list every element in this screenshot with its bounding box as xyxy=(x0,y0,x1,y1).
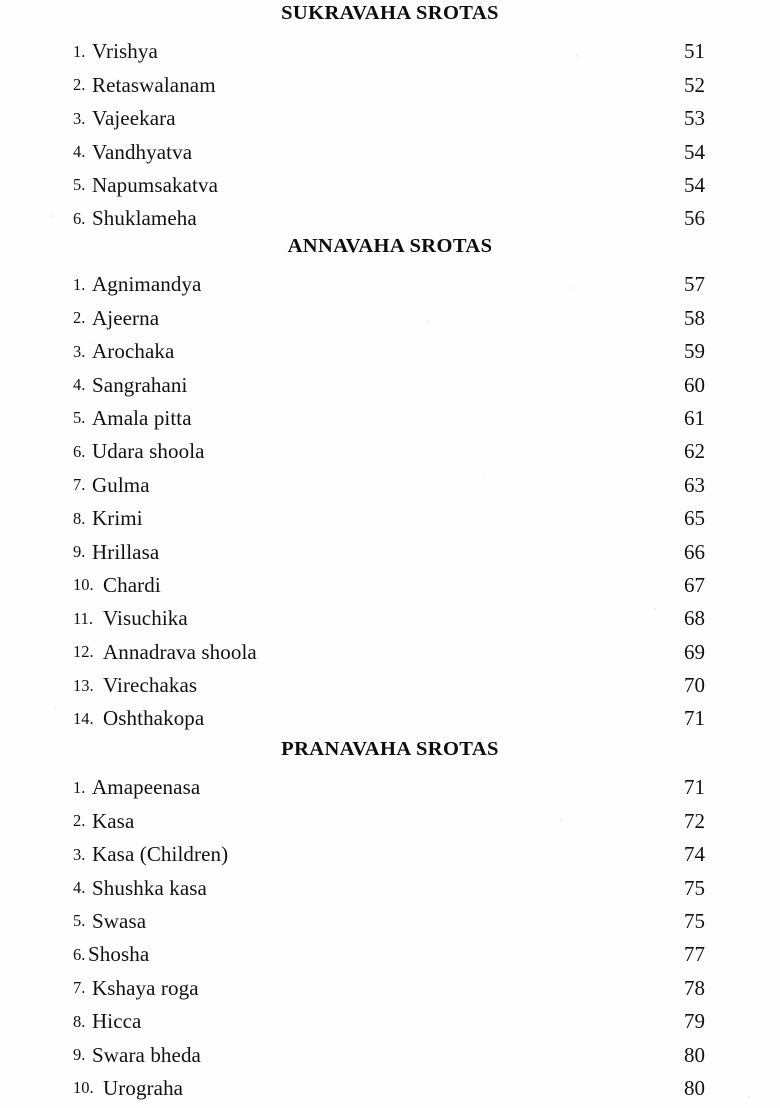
toc-entry[interactable] xyxy=(0,596,780,629)
toc-entry-page-number: 52 xyxy=(684,72,705,97)
toc-entry[interactable] xyxy=(0,832,780,865)
toc-entry-number: 13. xyxy=(73,675,94,695)
toc-entry[interactable] xyxy=(0,965,780,998)
toc-entry-title: Visuchika xyxy=(103,606,188,631)
toc-entry[interactable] xyxy=(0,529,780,562)
toc-entry[interactable] xyxy=(0,496,780,529)
toc-entry-title: Swasa xyxy=(92,908,147,933)
toc-entry-page-number: 75 xyxy=(684,875,705,900)
toc-entry-title: Swara bheda xyxy=(92,1042,201,1067)
toc-entry-title: Shushka kasa xyxy=(92,875,207,900)
toc-entry-number: 4. xyxy=(73,375,86,395)
toc-entry[interactable] xyxy=(0,765,780,798)
toc-entry[interactable] xyxy=(0,196,780,229)
toc-entry-number: 5. xyxy=(73,175,86,195)
toc-entry[interactable] xyxy=(0,629,780,662)
toc-entry-page-number: 63 xyxy=(684,472,705,497)
toc-entry-title: Arochaka xyxy=(92,339,175,364)
toc-entry[interactable] xyxy=(0,932,780,965)
toc-entry-title: Vajeekara xyxy=(92,106,176,131)
toc-entry[interactable] xyxy=(0,899,780,932)
section-entries-sukravaha-srotas xyxy=(0,29,780,229)
toc-entry-number: 10. xyxy=(73,575,94,595)
toc-entry[interactable] xyxy=(0,396,780,429)
toc-entry-number: 6. xyxy=(73,208,86,228)
toc-entry[interactable] xyxy=(0,462,780,495)
toc-entry[interactable] xyxy=(0,1032,780,1065)
toc-entry[interactable] xyxy=(0,62,780,95)
toc-entry-page-number: 53 xyxy=(684,106,705,131)
toc-entry-title: Krimi xyxy=(92,506,143,531)
toc-entry[interactable] xyxy=(0,129,780,162)
toc-entry-title: Kasa xyxy=(92,808,135,833)
toc-entry-number: 6. xyxy=(73,441,86,461)
toc-entry-page-number: 69 xyxy=(684,639,705,664)
toc-entry[interactable] xyxy=(0,29,780,62)
toc-entry[interactable] xyxy=(0,798,780,831)
toc-entry-number: 8. xyxy=(73,508,86,528)
toc-entry-number: 6. xyxy=(73,944,86,964)
toc-entry-title: Urograha xyxy=(103,1075,184,1100)
toc-entry-number: 3. xyxy=(73,844,86,864)
toc-entry-title: Retaswalanam xyxy=(92,72,216,97)
toc-entry[interactable] xyxy=(0,696,780,729)
toc-entry-page-number: 65 xyxy=(684,506,705,531)
toc-entry[interactable] xyxy=(0,362,780,395)
toc-entry-page-number: 80 xyxy=(684,1042,705,1067)
toc-entry[interactable] xyxy=(0,999,780,1032)
toc-entry-page-number: 75 xyxy=(684,908,705,933)
toc-entry-page-number: 72 xyxy=(684,808,705,833)
toc-entry-number: 11. xyxy=(73,608,94,628)
toc-entry-page-number: 59 xyxy=(684,339,705,364)
toc-entry-page-number: 71 xyxy=(684,775,705,800)
toc-entry-page-number: 71 xyxy=(684,706,705,731)
toc-entry-page-number: 74 xyxy=(684,842,705,867)
toc-entry-page-number: 51 xyxy=(684,39,705,64)
toc-entry-number: 10. xyxy=(73,1078,94,1098)
toc-entry-page-number: 54 xyxy=(684,172,705,197)
toc-entry-page-number: 60 xyxy=(684,372,705,397)
toc-entry-title: Hrillasa xyxy=(92,539,160,564)
toc-entry[interactable] xyxy=(0,295,780,328)
toc-entry[interactable] xyxy=(0,96,780,129)
toc-entry-title: Shosha xyxy=(88,942,150,967)
toc-entry-page-number: 70 xyxy=(684,673,705,698)
toc-entry-number: 5. xyxy=(73,408,86,428)
toc-entry[interactable] xyxy=(0,663,780,696)
toc-entry-number: 9. xyxy=(73,1045,86,1065)
toc-entry-number: 9. xyxy=(73,542,86,562)
toc-entry-title: Amapeenasa xyxy=(92,775,201,800)
toc-entry-number: 2. xyxy=(73,308,86,328)
toc-entry-number: 2. xyxy=(73,75,86,95)
toc-entry-title: Annadrava shoola xyxy=(103,639,257,664)
toc-entry-page-number: 67 xyxy=(684,572,705,597)
toc-entry-number: 14. xyxy=(73,708,94,728)
toc-entry-number: 8. xyxy=(73,1011,86,1031)
toc-entry-title: Hicca xyxy=(92,1009,142,1034)
toc-entry-page-number: 62 xyxy=(684,439,705,464)
toc-entry-title: Kasa (Children) xyxy=(92,842,229,867)
toc-entry-title: Napumsakatva xyxy=(92,172,218,197)
section-entries-annavaha-srotas xyxy=(0,262,780,729)
toc-entry[interactable] xyxy=(0,865,780,898)
toc-entry[interactable] xyxy=(0,163,780,196)
toc-entry-page-number: 79 xyxy=(684,1009,705,1034)
toc-entry-title: Oshthakopa xyxy=(103,706,205,731)
toc-entry-page-number: 80 xyxy=(684,1075,705,1100)
toc-entry-page-number: 77 xyxy=(684,942,705,967)
toc-entry-number: 1. xyxy=(73,777,86,797)
toc-entry[interactable] xyxy=(0,563,780,596)
toc-entry-title: Chardi xyxy=(103,572,161,597)
toc-entry-title: Vandhyatva xyxy=(92,139,193,164)
toc-entry-number: 12. xyxy=(73,642,94,662)
toc-entry-page-number: 58 xyxy=(684,305,705,330)
toc-entry-title: Shuklameha xyxy=(92,206,197,231)
toc-entry-number: 1. xyxy=(73,41,86,61)
toc-entry-page-number: 68 xyxy=(684,606,705,631)
toc-entry-number: 3. xyxy=(73,108,86,128)
toc-entry-title: Udara shoola xyxy=(92,439,205,464)
toc-entry-number: 4. xyxy=(73,142,86,162)
toc-entry[interactable] xyxy=(0,329,780,362)
toc-entry-number: 7. xyxy=(73,475,86,495)
section-heading-pranavaha-srotas: PRANAVAHA SROTAS xyxy=(281,738,499,760)
toc-entry-title: Virechakas xyxy=(103,673,198,698)
toc-entry-number: 2. xyxy=(73,811,86,831)
toc-entry-page-number: 61 xyxy=(684,405,705,430)
toc-entry-title: Gulma xyxy=(92,472,150,497)
toc-entry-page-number: 56 xyxy=(684,206,705,231)
toc-entry-title: Ajeerna xyxy=(92,305,160,330)
toc-entry-number: 4. xyxy=(73,878,86,898)
section-heading-sukravaha-srotas: SUKRAVAHA SROTAS xyxy=(281,2,499,24)
toc-entry[interactable] xyxy=(0,429,780,462)
toc-entry-title: Agnimandya xyxy=(92,272,202,297)
section-heading-annavaha-srotas: ANNAVAHA SROTAS xyxy=(287,235,493,257)
toc-entry[interactable] xyxy=(0,1066,780,1099)
toc-entry-number: 7. xyxy=(73,978,86,998)
toc-entry-title: Amala pitta xyxy=(92,405,192,430)
toc-entry-number: 5. xyxy=(73,911,86,931)
section-entries-pranavaha-srotas xyxy=(0,765,780,1099)
toc-entry-number: 1. xyxy=(73,274,86,294)
toc-entry-page-number: 54 xyxy=(684,139,705,164)
toc-entry-page-number: 66 xyxy=(684,539,705,564)
toc-entry-page-number: 57 xyxy=(684,272,705,297)
toc-entry-title: Vrishya xyxy=(92,39,158,64)
toc-entry-number: 3. xyxy=(73,341,86,361)
toc-entry[interactable] xyxy=(0,262,780,295)
toc-entry-title: Kshaya roga xyxy=(92,975,199,1000)
toc-entry-page-number: 78 xyxy=(684,975,705,1000)
toc-entry-title: Sangrahani xyxy=(92,372,188,397)
